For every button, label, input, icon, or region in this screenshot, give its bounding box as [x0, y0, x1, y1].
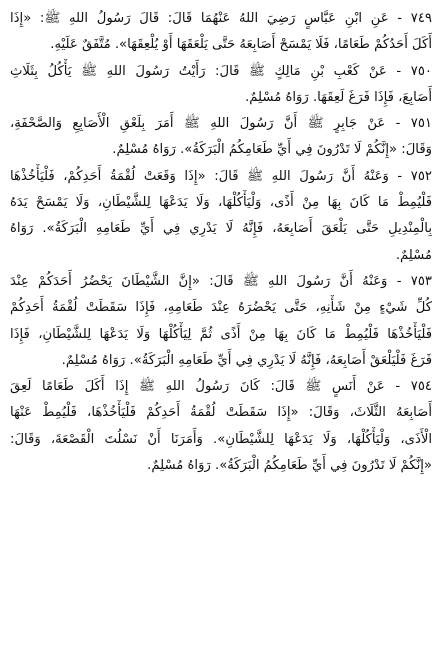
- text-line: أَصَابِعَ، فَإِذَا فَرَغَ لَعِقَهَا. رَوَاهُ مُسْلِمٌ.: [245, 89, 432, 105]
- text-line: أَصَابِعَهُ الثَّلَاثَ، وَقَالَ: «إِذَا سَقَطَتْ لُقْمَةُ أَحَدِكُمْ فَلْيَأْخُذْهَا، فَلْيُمِطْ عَنْهَا: [10, 405, 432, 421]
- hadith-751: [10, 111, 432, 164]
- text-line: الْأَذَى، وَلْيَأْكُلْهَا، وَلَا يَدَعْهَا لِلشَّيْطَانِ». وَأَمَرَنَا أَنْ نَسْلُتَ الْقَصْعَةَ، وَقَالَ:: [10, 431, 432, 447]
- hadith-749: [10, 6, 432, 59]
- text-line: أَكَلَ أَحَدُكُمْ طَعَامًا، فَلَا يَمْسَحْ أَصَابِعَهُ حَتَّى يَلْعَقَهَا أَوْ يُلْعِقَهَا». مُتَّفَقٌ عَلَيْهِ.: [50, 37, 432, 53]
- text-line: ٧٥١ - عَنْ جَابِرٍ ﷺ أَنَّ رَسُولَ اللهِ ﷺ أَمَرَ بِلَعْقِ الْأَصَابِعِ وَالصَّحْفَةِ،: [10, 116, 432, 132]
- text-line: بِالْمِنْدِيلِ حَتَّى يَلْعَقَ أَصَابِعَهُ، فَإِنَّهُ لَا يَدْرِي فِي أَيِّ طَعَامِهِ الْبَرَكَةُ». رَوَاهُ: [10, 221, 432, 237]
- text-line: كُلِّ شَيْءٍ مِنْ شَأْنِهِ، حَتَّى يَحْضُرَهُ عِنْدَ طَعَامِهِ، فَإِذَا سَقَطَتْ لُقْمَةُ أَحَدِكُمْ: [10, 300, 432, 316]
- text-line: فَرَغَ فَلْيَلْعَقْ أَصَابِعَهُ، فَإِنَّهُ لَا يَدْرِي فِي أَيِّ طَعَامِهِ الْبَرَكَةُ». رَوَاهُ مُسْلِمٌ.: [61, 352, 432, 368]
- hadith-754: [10, 374, 432, 479]
- text-line: ٧٥٢ - وَعَنْهُ أَنَّ رَسُولَ اللهِ ﷺ قَالَ: «إِذَا وَقَعَتْ لُقْمَةُ أَحَدِكُمْ، فَلْيَأْخُذْهَا: [10, 168, 432, 184]
- text-line: فَلْيَأْخُذْهَا فَلْيُمِطْ مَا كَانَ بِهَا مِنْ أَذًى ثُمَّ لِيَأْكُلْهَا وَلَا يَدَعْهَا لِلشَّيْطَانِ، فَإِذَا: [10, 326, 432, 342]
- text-line: فَلْيُمِطْ مَا كَانَ بِهَا مِنْ أَذًى، وَلْيَأْكُلْهَا، وَلَا يَدَعْهَا لِلشَّيْطَانِ، وَلَا يَمْسَحْ يَدَهُ: [10, 195, 432, 211]
- text-line: مُسْلِمٌ.: [395, 247, 432, 263]
- text-line: ٧٤٩ - عَنِ ابْنِ عَبَّاسٍ رَضِيَ اللهُ عَنْهُمَا قَالَ: قَالَ رَسُولُ اللهِ ﷺ: «إِذَا: [10, 11, 432, 26]
- hadith-753: [10, 269, 432, 374]
- text-line: ٧٥٣ - وَعَنْهُ أَنَّ رَسُولَ اللهِ ﷺ قَالَ: «إِنَّ الشَّيْطَانَ يَحْضُرُ أَحَدَكُمْ عِنْدَ: [10, 273, 432, 289]
- text-line: ٧٥٤ - عَنْ أَنَسٍ ﷺ قَالَ: كَانَ رَسُولُ اللهِ ﷺ إِذَا أَكَلَ طَعَامًا لَعِقَ: [10, 379, 432, 395]
- hadith-752: [10, 164, 432, 269]
- text-line: ٧٥٠ - عَنْ كَعْبِ بْنِ مَالِكٍ ﷺ قَالَ: رَأَيْتُ رَسُولَ اللهِ ﷺ يَأْكُلُ بِثَلَاثِ: [10, 63, 432, 79]
- hadith-750: [10, 59, 432, 112]
- text-line: وَقَالَ: «إِنَّكُمْ لَا تَدْرُونَ فِي أَيِّ طَعَامِكُمُ الْبَرَكَةُ». رَوَاهُ مُسْلِمٌ.: [112, 142, 432, 158]
- text-line: «إِنَّكُمْ لَا تَدْرُونَ فِي أَيِّ طَعَامِكُمُ الْبَرَكَةُ». رَوَاهُ مُسْلِمٌ.: [147, 458, 432, 474]
